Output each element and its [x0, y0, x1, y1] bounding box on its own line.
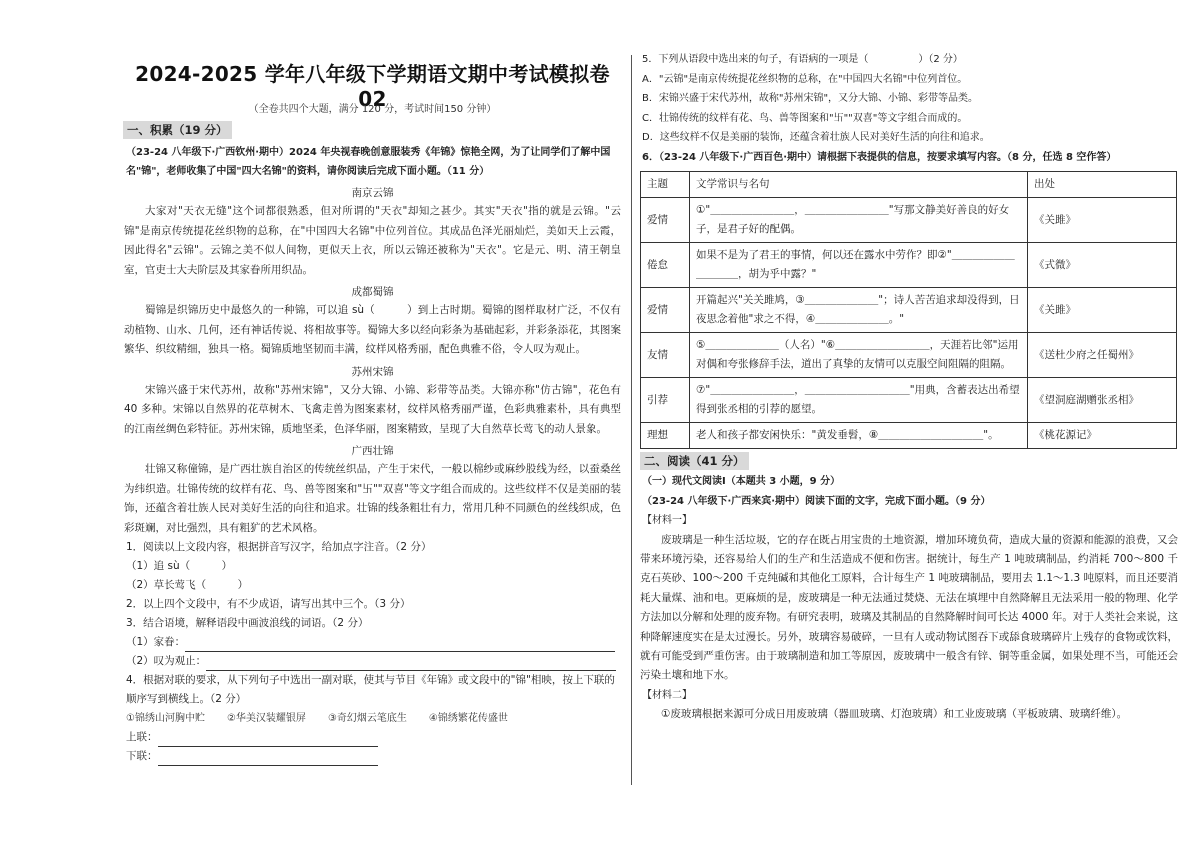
source-cell: 《式微》: [1028, 243, 1177, 288]
table-row: [641, 423, 1177, 449]
question-2: 2．以上四个文段中，有不少成语，请写出其中三个。（3 分）: [126, 598, 411, 610]
source-cell: 《关雎》: [1028, 288, 1177, 333]
theme-cell: 友情: [641, 333, 690, 378]
couplet-lower: 下联：: [120, 747, 625, 766]
q5-option-d: D．这些纹样不仅是美丽的装饰，还蕴含着壮族人民对美好生活的向往和追求。: [642, 132, 990, 143]
section1-heading: 一、积累（19 分）: [123, 121, 232, 139]
content-cell[interactable]: 如果不是为了君王的事情，何以还在露水中劳作？即②"＿＿＿＿＿＿＿＿＿＿，胡为乎中露？": [690, 243, 1028, 288]
passage-title: 成都蜀锦: [351, 286, 394, 298]
reading1-intro: （23-24 八年级下·广西来宾·期中）阅读下面的文字，完成下面小题。（9 分）: [642, 495, 991, 507]
table-header: 出处: [1028, 172, 1177, 198]
table-row: [641, 243, 1177, 288]
content-cell[interactable]: 开篇起兴"关关雎鸠，③＿＿＿＿＿＿＿"；诗人苦苦追求却没得到，日夜思念着他"求之不得，④＿＿＿＿＿＿＿。": [690, 288, 1028, 333]
material1-label: 【材料一】: [642, 515, 692, 526]
question-6: 6．（23-24 八年级下·广西百色·期中）请根据下表提供的信息，按要求填写内容。（8 分，任选 8 空作答）: [642, 151, 1117, 163]
couplet-option: ①锦绣山河胸中贮: [126, 713, 205, 724]
left-column: [120, 52, 625, 766]
right-column: [640, 50, 1178, 725]
couplet-options: [120, 709, 625, 728]
passage-title: 广西壮锦: [351, 445, 394, 457]
q5-option-b: B．宋锦兴盛于宋代苏州，故称"苏州宋锦"，又分大锦、小锦、彩带等品类。: [642, 93, 979, 104]
theme-cell: 爱情: [641, 198, 690, 243]
couplet-option: ③奇幻烟云笔底生: [327, 713, 407, 724]
section1-intro: （23-24 八年级下·广西钦州·期中）2024 年央视春晚创意服装秀《年锦》惊艳全网，为了让同学们了解中国名"锦"，老师收集了中国"四大名锦"的资料，请你阅读后完成下面小题。（11 分）: [126, 147, 611, 177]
passage-text: 壮锦又称僮锦，是广西壮族自治区的传统丝织品，产生于宋代，一般以棉纱或麻纱股线为经，以蚕桑丝为纬织造。壮锦传统的纹样有花、鸟、兽等图案和"卐""双喜"等文字组合而成的。这些纹样不仅是美丽的装饰，还蕴含着壮族人民对美好生活的向往和追求。壮锦的线条粗壮有力，常用几种不同颜色的丝线织成，色彩斑斓，对比强烈，具有粗犷的艺术风格。: [124, 463, 621, 534]
answer-line[interactable]: [158, 765, 378, 766]
source-cell: 《送杜少府之任蜀州》: [1028, 333, 1177, 378]
question-1b: （2）草长莺飞（ ）: [126, 579, 249, 591]
passage-title: 苏州宋锦: [351, 365, 394, 378]
couplet-upper: 上联：: [120, 728, 625, 747]
table-header: 主题: [641, 172, 690, 198]
table-row: [641, 333, 1177, 378]
material2-label: 【材料二】: [642, 689, 692, 701]
exam-title: 2024-2025 学年八年级下学期语文期中考试模拟卷 02: [135, 62, 610, 111]
column-divider: [631, 55, 632, 785]
table-row: [641, 378, 1177, 423]
content-cell[interactable]: ⑤＿＿＿＿＿＿＿（人名）"⑥＿＿＿＿＿＿＿＿＿，天涯若比邻"运用对偶和夸张修辞手法，道出了真挚的友情可以克服空间阻隔的阻隔。: [690, 333, 1028, 378]
question-4: 4．根据对联的要求，从下列句子中选出一副对联，使其与节目《年锦》或文段中的"锦"相映，按上下联的顺序写到横线上。（2 分）: [126, 674, 615, 705]
literature-table: [640, 171, 1177, 449]
question-5: 5．下列从语段中选出来的句子，有语病的一项是（ ）（2 分）: [642, 54, 963, 65]
question-3: 3．结合语境，解释语段中画波浪线的词语。（2 分）: [126, 617, 369, 629]
question-1a: （1）追 sù（ ）: [126, 560, 233, 572]
theme-cell: 爱情: [641, 288, 690, 333]
source-cell: 《桃花源记》: [1028, 423, 1177, 449]
q5-option-a: A．"云锦"是南京传统提花丝织物的总称，在"中国四大名锦"中位列首位。: [642, 73, 968, 85]
passage-text: 蜀锦是织锦历史中最悠久的一种锦，可以追 sù（ ）到上古时期。蜀锦的图样取材广泛，不仅有动植物、山水、几何，还有神话传说、将相故事等。蜀锦大多以经向彩条为基础起彩，并彩条添花，其图案繁华、织纹精细，独具一格。蜀锦质地坚韧而丰满，纹样风格秀丽，配色典雅不俗，令人叹为观止。: [124, 304, 621, 355]
table-row: [641, 288, 1177, 333]
theme-cell: 理想: [641, 423, 690, 449]
material1-text: 废玻璃是一种生活垃圾，它的存在既占用宝贵的土地资源，增加环境负荷，造成大量的资源和能源的浪费，又会带来环境污染，还容易给人们的生产和生活造成不便和伤害。据统计，每生产 1 吨玻璃制品，约消耗 700～800 千克石英砂、100～200 千克纯碱和其他化工原料，合计每生产 1 吨玻璃制品，要用去 1.1～1.3 吨原料，而且还要消耗大量煤、油和电。更麻烦的是，废玻璃是一种无法通过焚烧、无法在填埋中自然降解且无法采用一般的物理、化学方法加以分解和处理的废弃物。有研究表明，玻璃及其制品的自然降解时间可长达 4000 年。对于人类社会来说，这种降解速度实在是太过漫长。另外，玻璃容易破碎，一旦有人或动物试图吞下或舔食玻璃碎片上残存的食物或饮料，就有可能受到严重伤害。由于玻璃制造和加工等原因，废玻璃中一般含有锌、铜等重金属，如果处理不当，可能还会污染土壤和地下水。: [640, 533, 1178, 682]
exam-subtitle: （全卷共四个大题，满分 120 分，考试时间150 分钟）: [248, 104, 497, 115]
table-row: [641, 198, 1177, 243]
question-3b: （2）叹为观止：: [120, 652, 625, 671]
passage-title: 南京云锦: [351, 187, 394, 199]
question-3a: （1）家眷：: [120, 633, 625, 652]
passage-text: 大家对"天衣无缝"这个词都很熟悉，但对所谓的"天衣"却知之甚少。其实"天衣"指的就是云锦。"云锦"是南京传统提花丝织物的总称，在"中国四大名锦"中位列首位。其成品色泽光丽灿烂，美如天上云霞，因此得名"云锦"。云锦之美不似人间物，更似天上衣，所以云锦还被称为"天衣"。它是元、明、清王朝皇室，官吏士大夫阶层及其家眷所用织品。: [124, 205, 621, 276]
content-cell[interactable]: ⑦"＿＿＿＿＿＿＿＿，＿＿＿＿＿＿＿＿＿＿"用典，含蓄表达出希望得到张丞相的引荐的愿望。: [690, 378, 1028, 423]
theme-cell: 倦怠: [641, 243, 690, 288]
source-cell: 《望洞庭湖赠张丞相》: [1028, 378, 1177, 423]
question-1: 1．阅读以上文段内容，根据拼音写汉字，给加点字注音。（2 分）: [126, 541, 432, 553]
couplet-option: ④锦绣繁花传盛世: [428, 713, 508, 724]
content-cell[interactable]: ①"＿＿＿＿＿＿＿＿，＿＿＿＿＿＿＿＿"写那文静美好善良的好女子，是君子好的配偶。: [690, 198, 1028, 243]
theme-cell: 引荐: [641, 378, 690, 423]
passage-text: 宋锦兴盛于宋代苏州，故称"苏州宋锦"，又分大锦、小锦、彩带等品类。大锦亦称"仿古锦"，花色有 40 多种。宋锦以自然界的花草树木、飞禽走兽为图案素材，纹样风格秀丽严谨，色彩典雅素朴，具有典型的江南丝绸色彩特征。苏州宋锦，质地坚柔，色泽华丽，图案精致，呈现了大自然草长莺飞的动人景象。: [124, 383, 621, 435]
table-header-row: [641, 172, 1177, 198]
material2-text: ①废玻璃根据来源可分成日用废玻璃（器皿玻璃、灯泡玻璃）和工业废玻璃（平板玻璃、玻璃纤维）。: [661, 708, 1128, 721]
reading1-heading: （一）现代文阅读Ⅰ（本题共 3 小题，9 分）: [642, 476, 841, 487]
section2-heading: 二、阅读（41 分）: [640, 452, 749, 470]
couplet-option: ②华美汉装耀银屏: [226, 713, 306, 724]
table-header: 文学常识与名句: [690, 172, 1028, 198]
q5-option-c: C．壮锦传统的纹样有花、鸟、兽等图案和"卐""双喜"等文字组合而成的。: [642, 112, 968, 124]
content-cell[interactable]: 老人和孩子都安闲快乐："黄发垂髫，⑧＿＿＿＿＿＿＿＿＿＿"。: [690, 423, 1028, 449]
source-cell: 《关雎》: [1028, 198, 1177, 243]
